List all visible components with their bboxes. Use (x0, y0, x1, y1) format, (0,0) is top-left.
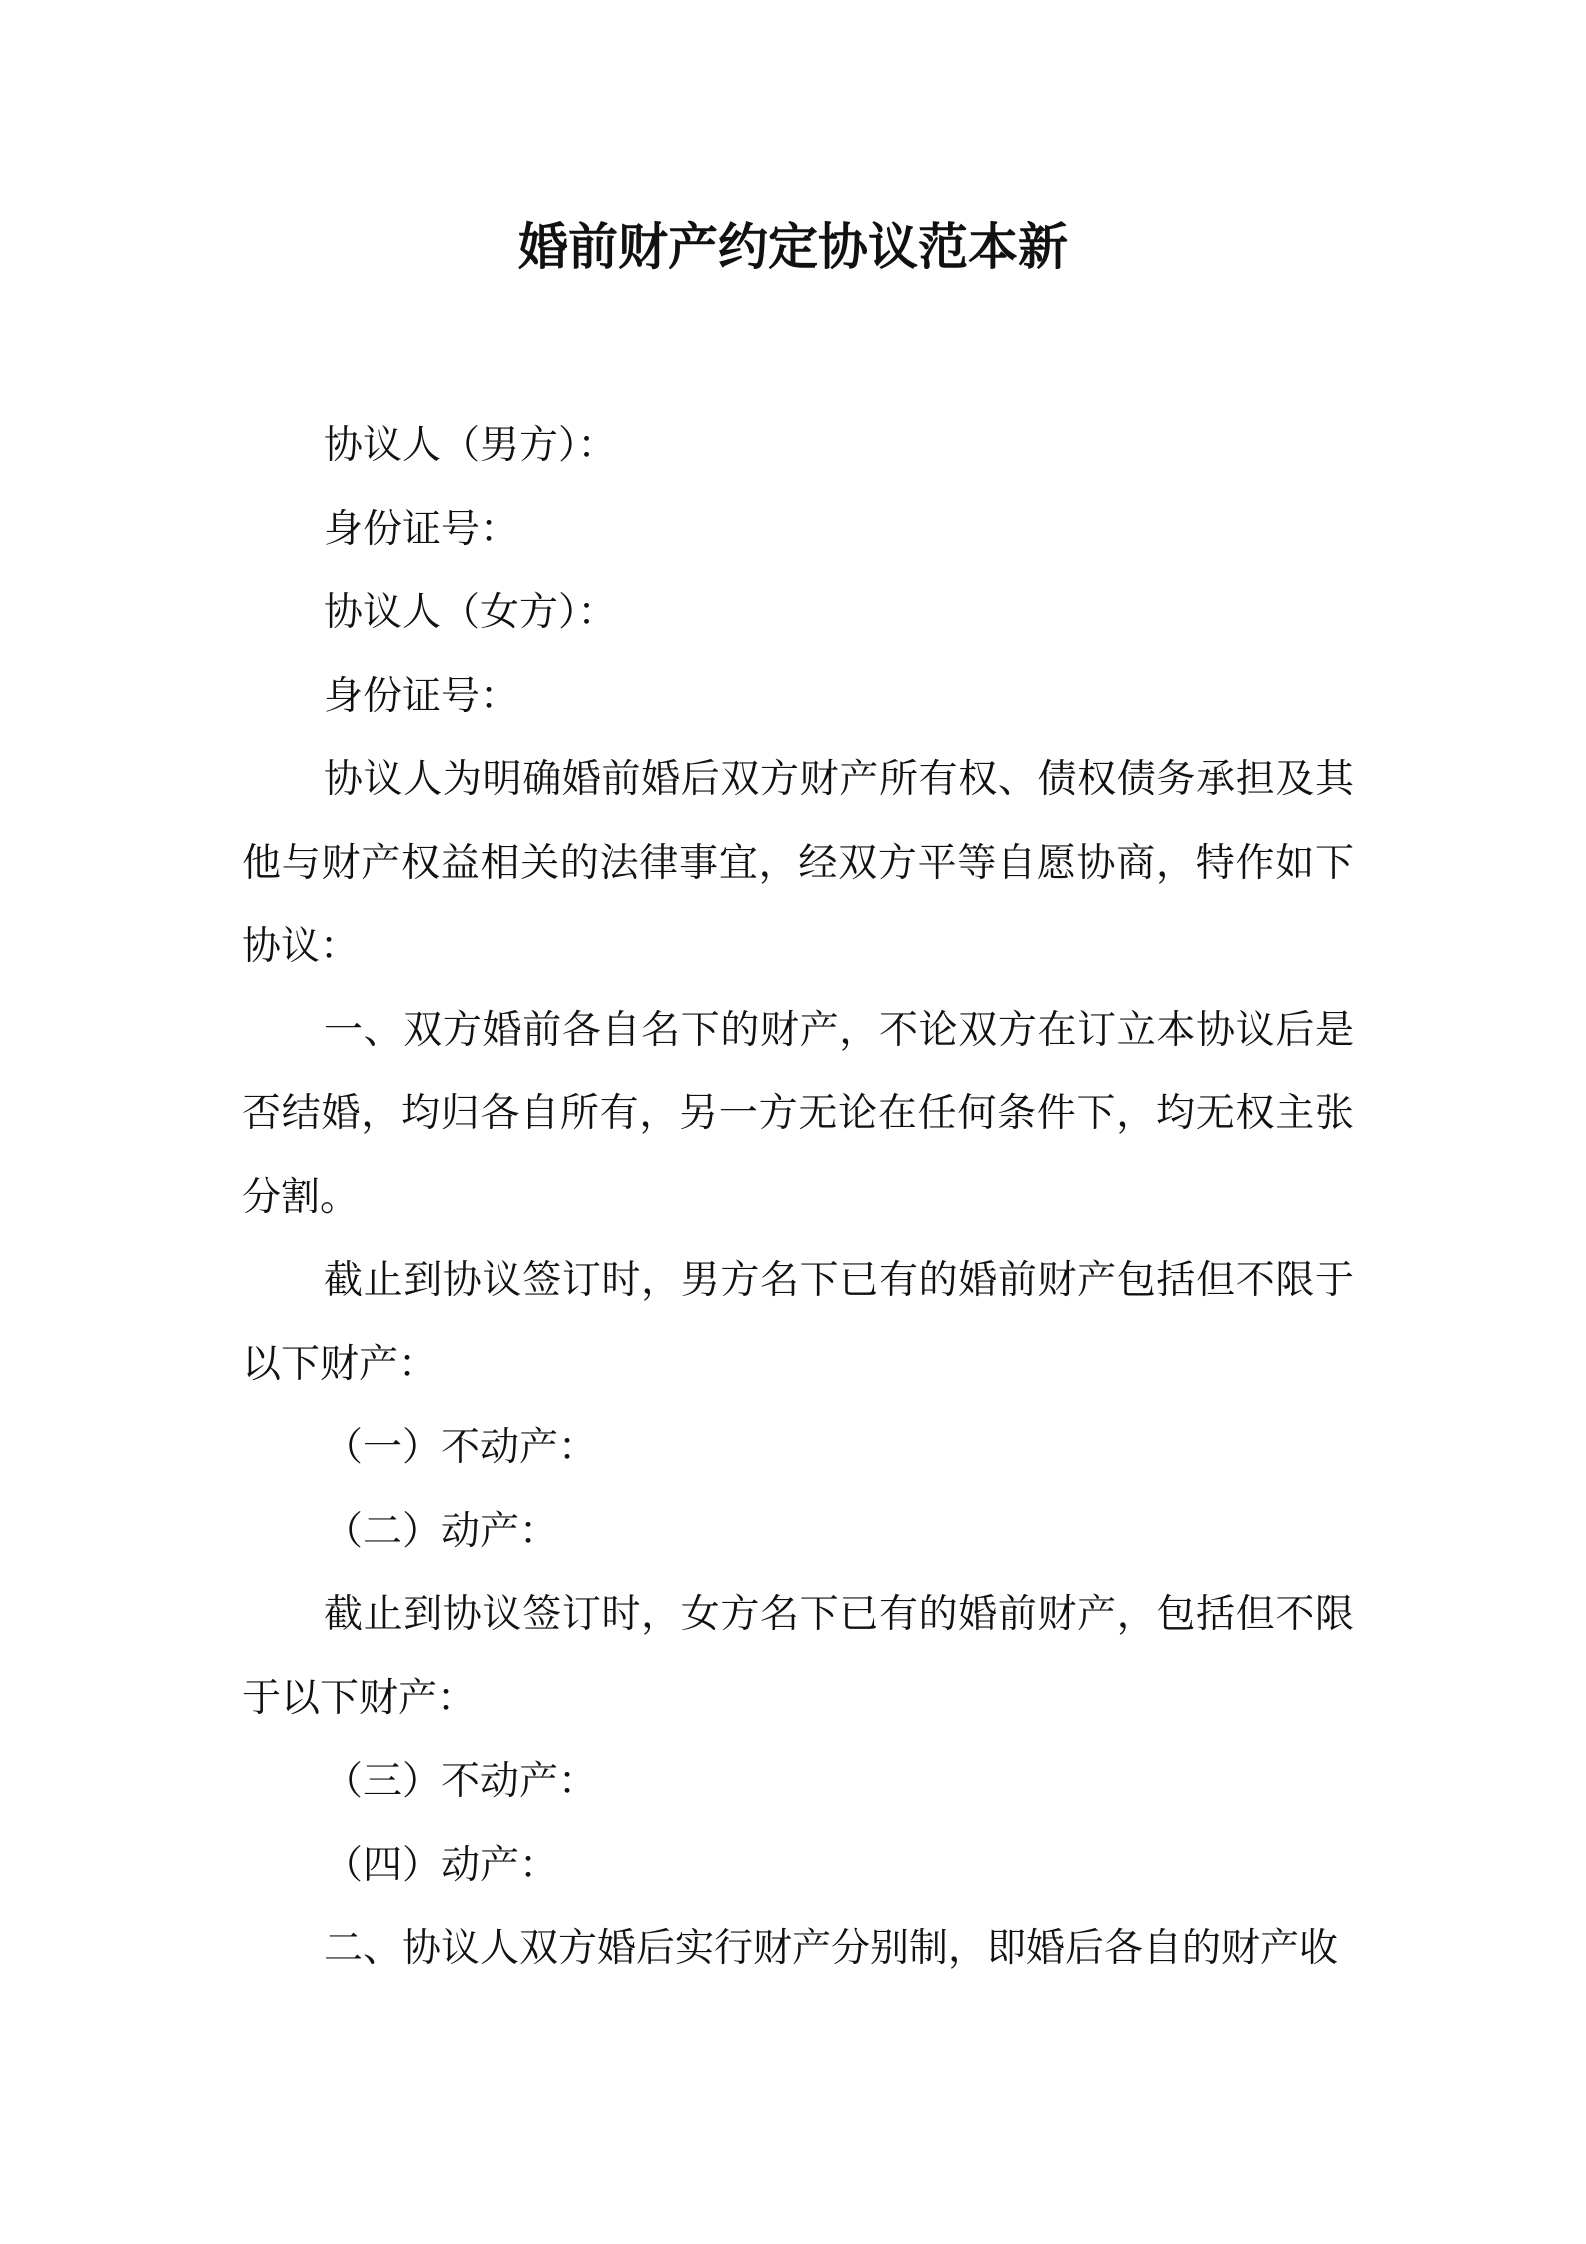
clause-1-paragraph: 一、双方婚前各自名下的财产，不论双方在订立本协议后是否结婚，均归各自所有，另一方无论在任何条件下，均无权主张分割。 (242, 1007, 1354, 1220)
clause-2-paragraph: 二、协议人双方婚后实行财产分别制，即婚后各自的财产收 (324, 1926, 1339, 1971)
male-real-estate-item: （一）不动产： (324, 1425, 598, 1470)
female-id-field: 身份证号： (324, 673, 520, 719)
document-body (242, 404, 1354, 1991)
male-movable-item: （二）动产： (324, 1508, 559, 1554)
intro-paragraph: 协议人为明确婚前婚后双方财产所有权、债权债务承担及其他与财产权益相关的法律事宜，经双方平等自愿协商，特作如下协议： (242, 757, 1354, 969)
male-assets-intro: 截止到协议签订时，男方名下已有的婚前财产包括但不限于以下财产： (242, 1258, 1354, 1387)
female-assets-intro: 截止到协议签订时，女方名下已有的婚前财产，包括但不限于以下财产： (242, 1592, 1354, 1721)
female-movable-item: （四）动产： (324, 1842, 559, 1888)
female-real-estate-item: （三）不动产： (324, 1759, 598, 1804)
male-party-field: 协议人（男方）： (324, 423, 617, 468)
female-party-field: 协议人（女方）： (324, 590, 617, 635)
document-title: 婚前财产约定协议范本新 (518, 218, 1068, 276)
male-id-field: 身份证号： (324, 506, 520, 552)
